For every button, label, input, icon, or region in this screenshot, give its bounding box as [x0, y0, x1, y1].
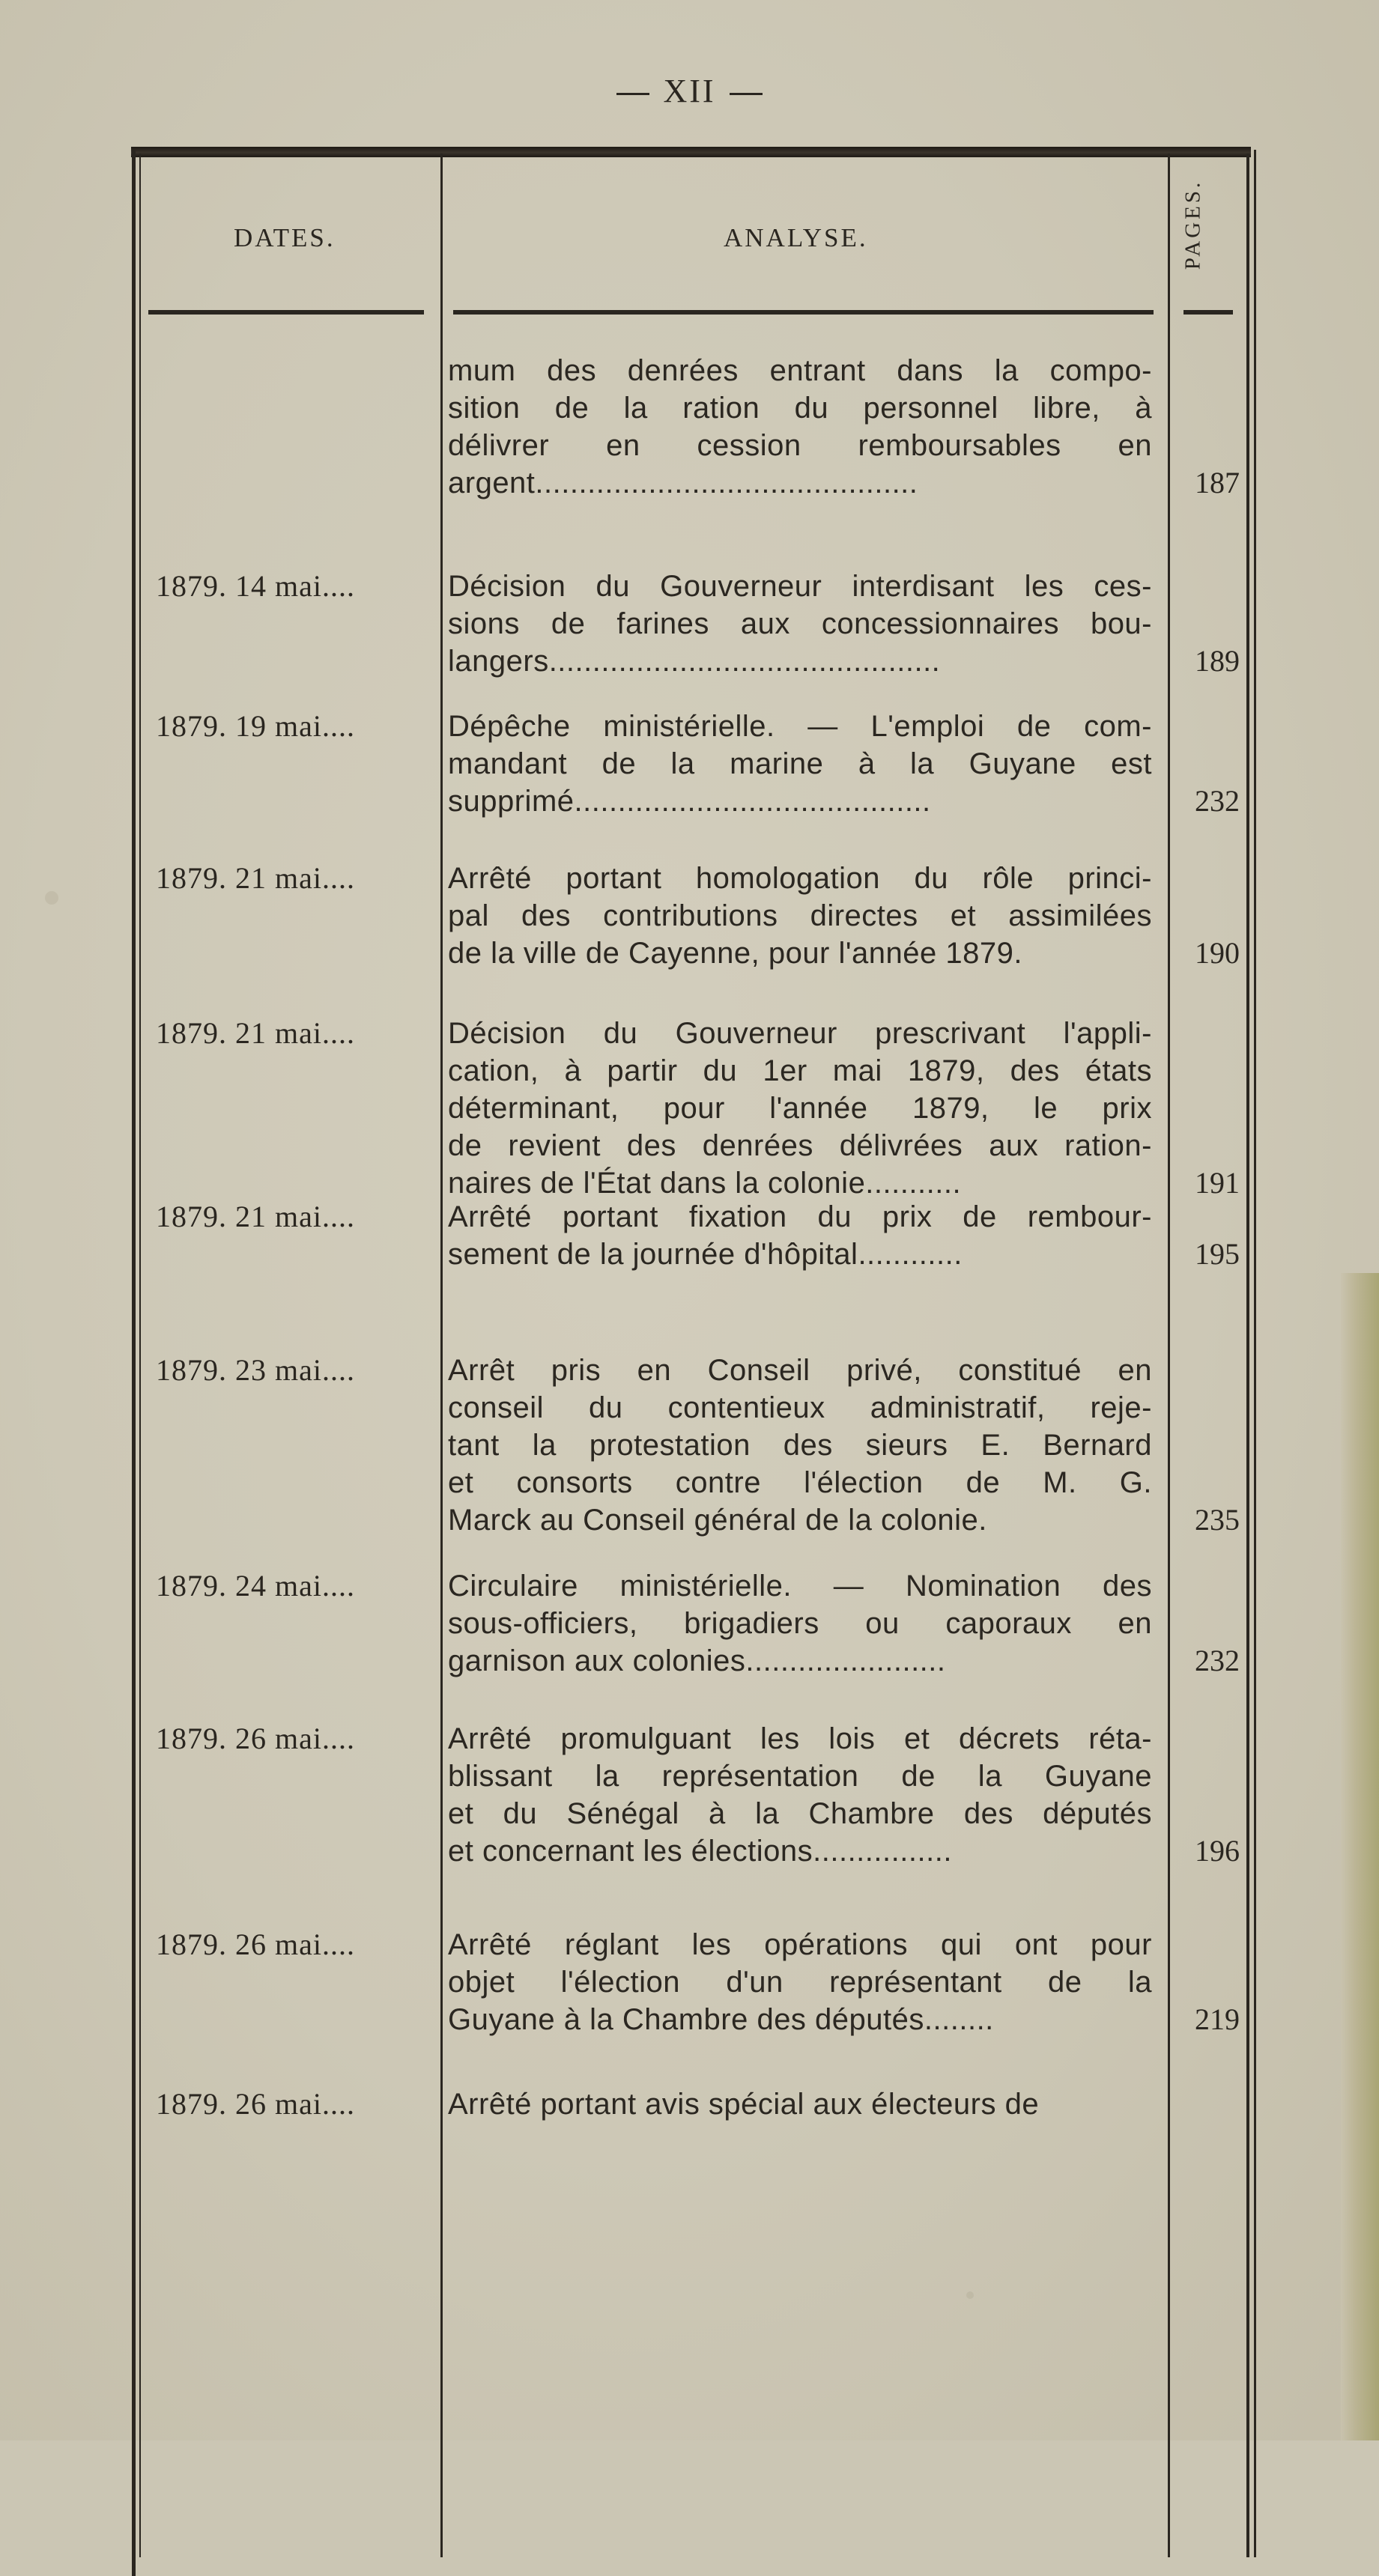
analysis-line: sions de farines aux concessionnaires bou-	[448, 607, 1152, 640]
entry-date: 1879. 26 mai....	[156, 2087, 355, 2121]
entry-page-number: 191	[1195, 1166, 1240, 1200]
entry-page-number: 190	[1195, 936, 1240, 970]
analysis-line: et concernant les élections................	[448, 1835, 952, 1868]
analysis-line: Guyane à la Chambre des députés........	[448, 2003, 994, 2036]
analysis-line: blissant la représentation de la Guyane	[448, 1760, 1152, 1793]
analysis-line: Circulaire ministérielle. — Nomination des	[448, 1570, 1152, 1603]
analysis-line: Arrêté portant avis spécial aux électeurs de	[448, 2088, 1040, 2121]
entry-page-number: 232	[1195, 784, 1240, 818]
analysis-line: Arrêté promulguant les lois et décrets réta-	[448, 1722, 1152, 1755]
entry-analysis	[448, 708, 1152, 820]
analysis-line: délivrer en cession remboursables en	[448, 429, 1152, 462]
entry-date: 1879. 21 mai....	[156, 861, 355, 895]
analysis-line: Décision du Gouverneur prescrivant l'appli-	[448, 1017, 1152, 1050]
analysis-line: Arrêté portant homologation du rôle princi-	[448, 862, 1152, 895]
entry-analysis	[448, 1015, 1152, 1202]
analysis-line: supprimé.........................................	[448, 785, 931, 818]
entry-date: 1879. 23 mai....	[156, 1353, 355, 1387]
entry-analysis	[448, 568, 1152, 680]
entry-page-number: 195	[1195, 1237, 1240, 1271]
analysis-line: tant la protestation des sieurs E. Bernard	[448, 1429, 1152, 1462]
entry-page-number: 187	[1195, 466, 1240, 499]
entry-analysis	[448, 2086, 1152, 2123]
page-number-text: XII	[663, 73, 716, 109]
analysis-line: Décision du Gouverneur interdisant les ces-	[448, 570, 1152, 603]
analysis-line: Arrêté réglant les opérations qui ont pour	[448, 1928, 1152, 1961]
entry-date: 1879. 19 mai....	[156, 709, 355, 743]
analysis-line: mum des denrées entrant dans la compo-	[448, 354, 1152, 387]
analysis-line: naires de l'État dans la colonie...........	[448, 1167, 962, 1200]
analysis-line: Dépêche ministérielle. — L'emploi de com-	[448, 710, 1152, 743]
analysis-line: cation, à partir du 1er mai 1879, des états	[448, 1054, 1152, 1087]
entry-analysis	[448, 860, 1152, 972]
entry-analysis	[448, 352, 1152, 502]
analysis-line: de revient des denrées délivrées aux ration-	[448, 1129, 1152, 1162]
analysis-line: sition de la ration du personnel libre, à	[448, 392, 1152, 425]
entry-analysis	[448, 1352, 1152, 1539]
analysis-line: mandant de la marine à la Guyane est	[448, 747, 1152, 780]
analysis-line: de la ville de Cayenne, pour l'année 1879.	[448, 937, 1022, 970]
entry-date: 1879. 24 mai....	[156, 1569, 355, 1603]
analysis-line: sous-officiers, brigadiers ou caporaux en	[448, 1607, 1152, 1640]
analysis-line: et du Sénégal à la Chambre des députés	[448, 1797, 1152, 1830]
analysis-line: argent............................................	[448, 467, 918, 499]
entry-date: 1879. 21 mai....	[156, 1016, 355, 1050]
entry-analysis	[448, 1720, 1152, 1870]
header-dates: DATES.	[234, 223, 336, 252]
entry-page-number: 189	[1195, 644, 1240, 678]
entry-date: 1879. 26 mai....	[156, 1928, 355, 1961]
analysis-line: langers.............................................	[448, 645, 941, 678]
analysis-line: et consorts contre l'élection de M. G.	[448, 1466, 1152, 1499]
analysis-line: Arrêté portant fixation du prix de rembour-	[448, 1200, 1152, 1233]
analysis-line: objet l'élection d'un représentant de la	[448, 1966, 1152, 1999]
entry-page-number: 232	[1195, 1644, 1240, 1677]
analysis-line: Arrêt pris en Conseil privé, constitué en	[448, 1354, 1152, 1387]
entry-page-number: 196	[1195, 1834, 1240, 1868]
entry-analysis	[448, 1926, 1152, 2038]
header-analysis: ANALYSE.	[724, 223, 868, 252]
analysis-line: garnison aux colonies.......................	[448, 1644, 946, 1677]
analysis-line: déterminant, pour l'année 1879, le prix	[448, 1092, 1152, 1125]
header-pages: PAGES.	[1181, 179, 1204, 270]
entry-page-number: 219	[1195, 2002, 1240, 2036]
analysis-line: conseil du contentieux administratif, reje-	[448, 1391, 1152, 1424]
entry-page-number: 235	[1195, 1503, 1240, 1537]
entry-analysis	[448, 1567, 1152, 1680]
entry-analysis	[448, 1198, 1152, 1273]
entry-date: 1879. 26 mai....	[156, 1722, 355, 1755]
entry-date: 1879. 21 mai....	[156, 1200, 355, 1233]
entry-date: 1879. 14 mai....	[156, 569, 355, 603]
analysis-line: pal des contributions directes et assimilées	[448, 899, 1152, 932]
analysis-line: Marck au Conseil général de la colonie.	[448, 1504, 987, 1537]
analysis-line: sement de la journée d'hôpital............	[448, 1238, 963, 1271]
